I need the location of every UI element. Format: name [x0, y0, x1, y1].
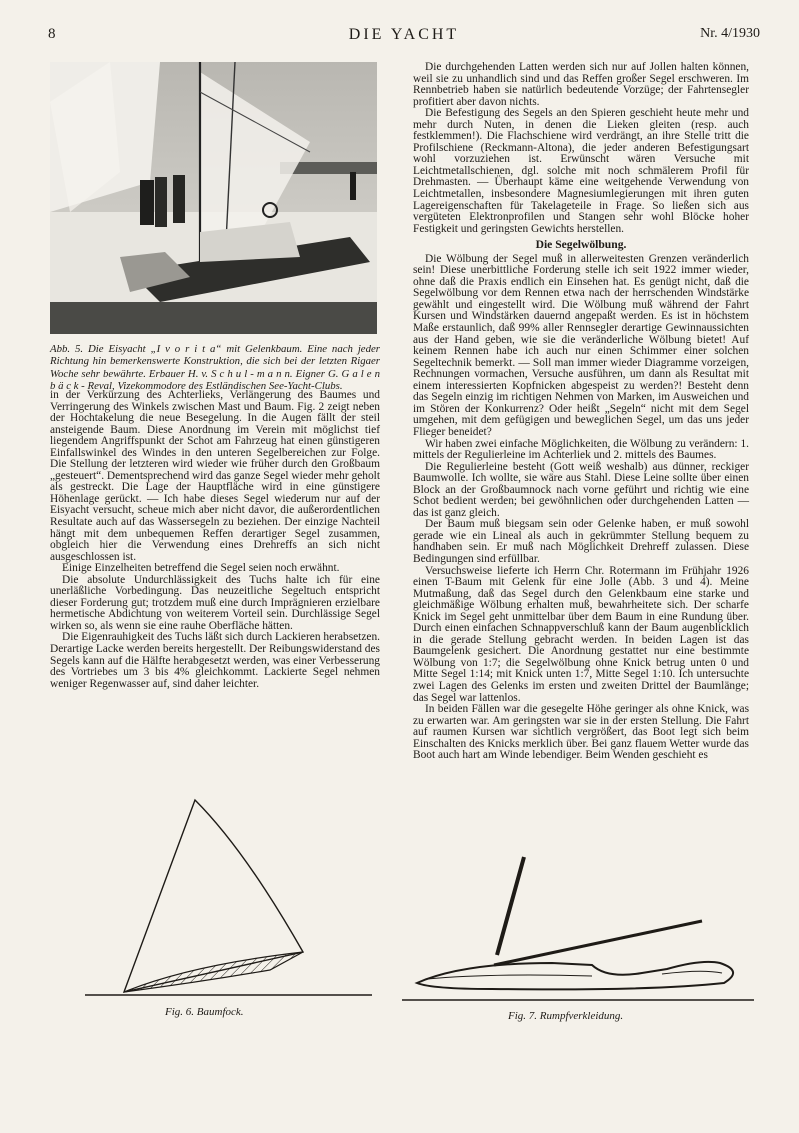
- ice-yacht-photo: [50, 62, 377, 334]
- paragraph: Die Wölbung der Segel muß in allerweitesten Grenzen veränderlich sein! Diese unerbittliche Forderung stelle ich seit 1922 immer wieder, ohne daß die Praxis endlich ein Einsehen hat. Es genügt nicht, daß die Segelwölbung vor dem Rennen etwa nach der herrschenden Windstärke gewählt und eingestellt wird. Die Wölbung muß während der Fahrt Kursen und Windstärken dauernd angepaßt werden. Es ist in höchstem Maße erstaunlich, daß 99% aller Rennsegler derartige Gewinnaussichten aus der Hand geben, wie sie die veränderliche Wölbung bietet! Auf keinem Rennen habe ich auch nur einen Schimmer einer solchen Segeltechnik bemerkt. — Soll man immer wieder Diagramme vorzeigen, Rechnungen vormachen, Versuche ausführen, um dann als Resultat mit einem interessierten Kopfnicken abgespeist zu werden?! Besteht denn das Segeln einzig im richtigen Nehmen von Marken, im Ausweichen und im Stören der Konkurrenz? Oder heißt „Segeln“ nicht mit dem Segel umgehen, mit dem gefügigen und beweglichen Segel, um das uns jeder Flieger beneidet?: [413, 252, 749, 438]
- figure-7-rumpfverkleidung-drawing: [402, 855, 754, 1005]
- section-heading: Die Segelwölbung.: [535, 238, 627, 252]
- figure-5-caption: Abb. 5. Die Eisyacht „I v o r i t a“ mit Gelenkbaum. Eine nach jeder Richtung hin bemerkenswerte Konstruktion, die sich bei der letzten Rigaer Woche sehr bewährte. Erbauer H. v. S c h u l - m a n n. Eigner G. G a l e n b ä c k - Reval, Vizekommodore des Estländischen See-Yacht-Clubs.: [50, 343, 380, 393]
- left-column: [50, 390, 380, 690]
- paragraph: Die Eigenrauhigkeit des Tuchs läßt sich durch Lackieren herabsetzen. Derartige Lacke werden bereits hergestellt. Der Reibungswiderstand des Segels kann auf die Hälfte herabgesetzt werden, was einer Verbesserung des Vortriebes um 3 bis 4% gleichkommt. Lackierte Segel nehmen weniger Regenwasser auf, sind daher leichter.: [50, 631, 380, 690]
- right-column: [413, 62, 749, 762]
- paragraph: Die Befestigung des Segels an den Spieren geschieht heute mehr und mehr durch Nuten, in denen die Lieken gleiten (resp. auch festklemmen!). Die Flachschiene wird verdrängt, an ihre Stelle tritt die Profilschiene (Reckmann-Altona), die jeder anderen Befestigungsart wohl vorzuziehen ist. Erwünscht wären Versuche mit Leichtmetallschienen, dgl. solche mit noch schmälerem Profil für Drehmasten. — Überhaupt käme eine weitgehende Verwendung von Leichtmetallen, insbesondere Magnesiumlegierungen mit ihren guten Lagereigenschaften für Takelageteile in Frage. So ließen sich aus vergüteten Elektronprofilen und Stangen sehr wohl Blöcke hoher Festigkeit und geringsten Gewichts herstellen.: [413, 107, 749, 235]
- figure-6-caption: Fig. 6. Baumfock.: [165, 1006, 244, 1018]
- figure-6-baumfock-drawing: [80, 770, 380, 1005]
- paragraph: Versuchsweise lieferte ich Herrn Chr. Rotermann im Frühjahr 1926 einen T-Baum mit Gelenk für eine Jolle (Abb. 3 und 4). Meine Mutmaßung, daß das Segel durch den Gelenkbaum eine starke und gleichmäßige Wölbung erhalten muß, bewahrheitete sich. Der scharfe Knick im Segel geht unmittelbar über dem Baum in eine Rundung über. Durch einen einfachen Schnappverschluß kann der Baum augenblicklich in die gerade Stellung gebracht werden. In beiden Lagen ist das Baumgelenk gesichert. Die Anordnung gestattet nur eine bestimmte Wölbung von 1:7; die Segelwölbung ohne Knick betrug unten 0 und Mitte Segel 1:14; mit Knick unten 1:7, Mitte Segel 1:10. Ich untersuchte zwei Lagen des Gelenks im ersten und zweiten Drittel der Baumlänge; das Segel war lattenlos.: [413, 564, 749, 704]
- paragraph: Die absolute Undurchlässigkeit des Tuchs halte ich für eine unerläßliche Vorbedingung. Das neuzeitliche Segeltuch entspricht dieser Forderung gut; trotzdem muß eine durch Imprägnieren erzielbare hermetische Abdichtung von weiterem Vorteil sein. Durchlässige Segel wirken so, als wenn sie eine rauhe Oberfläche hätten.: [50, 573, 380, 632]
- ice-yacht-photo-drawing: [50, 62, 377, 334]
- paragraph: in der Verkürzung des Achterlieks, Verlängerung des Baumes und Verringerung des Winkels zwischen Mast und Baum. Fig. 2 zeigt neben der Hochtakelung die neue Besegelung. In die Augen fällt der steil ansteigende Baum. Diese Anordnung im Verein mit möglichst tief liegendem Angriffspunkt der Schot am Fahrzeug hat einen günstigeren Einfallswinkel des Windes in den unteren Segelbereichen zur Folge. Die Stellung der letzteren wird wieder wie früher durch den Großbaum „gesteuert“. Dementsprechend wird das ganze Segel wieder mehr geholt als gestreckt. Die Lage der Hauptfläche wird in eine günstigere Höhenlage gerückt. — Ich habe dieses Segel wiederum nur auf der Eisyacht versucht, scheue mich aber nicht davor, die außerordentlichen Resultate auch auf das Wassersegeln zu beziehen. Der einzige Nachteil hängt mit dem unbequemen Reffen derartiger Segel zusammen, obgleich hier die Verwendung eines Drehreffs an sich nicht ausgeschlossen ist.: [50, 389, 380, 563]
- paragraph: Die Regulierleine besteht (Gott weiß weshalb) aus dünner, reckiger Baumwolle. Ich wollte, sie wäre aus Stahl. Diese Leine sollte über einen Block an der Großbaumnock nach vorne geführt und richtig wie eine Schot bedient werden; bei gewöhnlichen oder durchgehenden Latten — das ist ganz gleich.: [413, 460, 749, 519]
- journal-title: DIE YACHT: [348, 26, 460, 43]
- paragraph: In beiden Fällen war die gesegelte Höhe geringer als ohne Knick, was zu erwarten war. Am geringsten war sie in der ersten Stellung. Die Fahrt auf raumen Kursen war sichtlich vergrößert, das Boot legt sich beim Einschalten des Knicks merklich über. Bei ganz flauem Wetter wurde das Boot auch hart am Winde lebendiger. Beim Wenden geschieht es: [413, 703, 749, 762]
- issue-number: Nr. 4/1930: [700, 26, 760, 41]
- page-number: 8: [48, 26, 56, 42]
- page-header: [48, 26, 760, 46]
- paragraph: Der Baum muß biegsam sein oder Gelenke haben, er muß sowohl gerade wie ein Lineal als auch in gekrümmter Stellung bequem zu handhaben sein. Er muß nach Möglichkeit Drehreff zulassen. Diese Bedingungen sind erfüllbar.: [413, 518, 749, 565]
- paragraph: Einige Einzelheiten betreffend die Segel seien noch erwähnt.: [62, 562, 340, 575]
- paragraph: Wir haben zwei einfache Möglichkeiten, die Wölbung zu verändern: 1. mittels der Regulierleine im Achterliek und 2. mittels des Baumes.: [413, 437, 749, 462]
- figure-7-caption: Fig. 7. Rumpfverkleidung.: [508, 1010, 624, 1022]
- paragraph: Die durchgehenden Latten werden sich nur auf Jollen halten können, weil sie zu unhandlich sind und das Reffen großer Segel erschweren. Im Rennbetrieb haben sie natürlich bedeutende Vorzüge; der Fahrtensegler profitiert aber davon nichts.: [413, 61, 749, 108]
